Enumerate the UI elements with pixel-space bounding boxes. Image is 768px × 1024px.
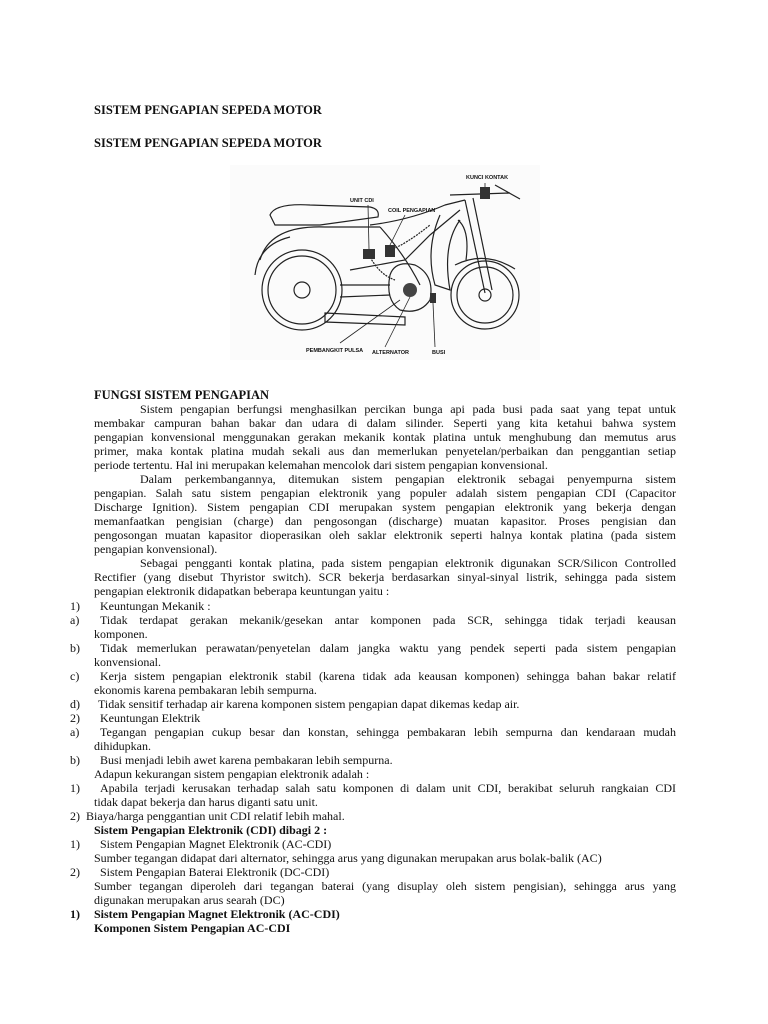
list-number: 1) (70, 599, 80, 613)
label-unit-cdi: UNIT CDI (350, 198, 374, 204)
list-letter: d) (70, 697, 80, 711)
list-letter: b) (70, 641, 80, 655)
list-item: Tidak memerlukan perawatan/penyetelan dalam jangka waktu yang pendek seperti pada sistem pengapian (100, 641, 676, 655)
list-item: Tegangan pengapian cukup besar dan konstan, sehingga pembakaran lebih sempurna dan kendaraan mudah (100, 725, 676, 739)
list-item: Sistem Pengapian Baterai Elektronik (DC-CDI) (100, 865, 330, 879)
paragraph-line: membakar campuran bahan bakar dan udara di dalam silinder. Seperti yang kita ketahui bahwa system (94, 416, 676, 430)
paragraph-line: pengapian elektronik didapatkan beberapa keuntungan yaitu : (94, 584, 390, 598)
list-item: Tidak sensitif terhadap air karena komponen sistem pengapian dapat dikemas kedap air. (98, 697, 520, 711)
list-item: Biaya/harga penggantian unit CDI relatif lebih mahal. (86, 809, 345, 823)
list-item: Sistem Pengapian Magnet Elektronik (AC-CDI) (100, 837, 332, 851)
list-number: 1) (70, 907, 80, 921)
list-item: komponen. (94, 627, 148, 641)
label-kunci-kontak: KUNCI KONTAK (466, 175, 509, 181)
paragraph-line: Sebagai pengganti kontak platina, pada sistem pengapian elektronik digunakan SCR/Silicon Controlled (140, 556, 676, 570)
section-heading-komponen: Komponen Sistem Pengapian AC-CDI (94, 921, 291, 935)
paragraph-line: periode tertentu. Hal ini merupakan kelemahan mencolok dari sistem pengapian konvensional. (94, 458, 548, 472)
list-number: 1) (70, 781, 80, 795)
document-title: SISTEM PENGAPIAN SEPEDA MOTOR (94, 103, 322, 117)
paragraph-line: memanfaatkan pengisian (charge) dan pengosongan (discharge) muatan kapasitor. Proses pengisian dan (94, 514, 676, 528)
section-heading-ac-cdi: Sistem Pengapian Magnet Elektronik (AC-CDI) (94, 907, 340, 921)
document-subtitle: SISTEM PENGAPIAN SEPEDA MOTOR (94, 136, 322, 150)
paragraph-line: pengosongan muatan kapasitor dioperasikan oleh saklar elektronik seperti halnya kontak platina (pada sistem (94, 528, 676, 542)
paragraph-line: Sumber tegangan didapat dari alternator, sehingga arus yang digunakan merupakan arus bolak-balik (AC) (94, 851, 602, 865)
list-item: Tidak terdapat gerakan mekanik/gesekan antar komponen pada SCR, sehingga tidak terjadi keausan (100, 613, 676, 627)
list-letter: b) (70, 753, 80, 767)
list-item: tidak dapat bekerja dan harus diganti satu unit. (94, 795, 318, 809)
paragraph-line: pengapian. Salah satu sistem pengapian elektronik yang populer adalah sistem pengapian CDI (Capacitor (94, 486, 676, 500)
list-letter: a) (70, 725, 80, 739)
list-number: 2) (70, 865, 80, 879)
list-item: Kerja sistem pengapian elektronik stabil (karena tidak ada keausan komponen) sehingga bahan bakar relatif (100, 669, 676, 683)
list-item: Apabila terjadi kerusakan terhadap salah satu komponen di dalam unit CDI, berakibat seluruh rangkaian CDI (100, 781, 676, 795)
paragraph-line: Sumber tegangan diperoleh dari tegangan baterai (yang disuplay oleh sistem pengisian), sehingga arus yang (94, 879, 676, 893)
list-item: dihidupkan. (94, 739, 151, 753)
list-item: konvensional. (94, 655, 161, 669)
list-item: Keuntungan Mekanik : (100, 599, 211, 613)
list-item: ekonomis karena pembakaran lebih sempurna. (94, 683, 317, 697)
list-number: 1) (70, 837, 80, 851)
paragraph-line: pengapian konvensional). (94, 542, 218, 556)
paragraph-line: primer, maka kontak platina mudah sekali aus dan memerlukan penyetelan/perbaikan dan penggantian setiap (94, 444, 676, 458)
section-heading-fungsi: FUNGSI SISTEM PENGAPIAN (94, 388, 270, 402)
paragraph-line: Discharge Ignition). Sistem pengapian CDI merupakan system pengapian elektronik yang bekerja dengan (94, 500, 676, 514)
list-number: 2) (70, 809, 80, 823)
motorcycle-illustration (230, 165, 540, 360)
list-item: Busi menjadi lebih awet karena pembakaran lebih sempurna. (100, 753, 393, 767)
label-pembangkit-pulsa: PEMBANGKIT PULSA (306, 348, 364, 354)
paragraph-line: Rectifier (yang disebut Thyristor switch). SCR bekerja berdasarkan sinyal-sinyal listrik, sehingga pada sistem (94, 570, 676, 584)
label-coil-pengapian: COIL PENGAPIAN (388, 208, 436, 214)
section-heading-cdi: Sistem Pengapian Elektronik (CDI) dibagi 2 : (94, 823, 328, 837)
list-letter: c) (70, 669, 80, 683)
list-number: 2) (70, 711, 80, 725)
label-alternator: ALTERNATOR (372, 350, 409, 356)
label-busi: BUSI (432, 350, 446, 356)
paragraph-line: Sistem pengapian berfungsi menghasilkan percikan bunga api pada busi pada saat yang tepat untuk (140, 402, 676, 416)
paragraph-line: Dalam perkembangannya, ditemukan sistem pengapian elektronik sebagai penyempurna sistem (140, 472, 676, 486)
motorcycle-ignition-diagram (230, 165, 540, 360)
list-item: Keuntungan Elektrik (100, 711, 201, 725)
paragraph-line: pengapian konvensional menggunakan gerakan mekanik kontak platina untuk menghubung dan memutus arus (94, 430, 676, 444)
list-letter: a) (70, 613, 80, 627)
paragraph-line: Adapun kekurangan sistem pengapian elektronik adalah : (94, 767, 370, 781)
paragraph-line: digunakan merupakan arus searah (DC) (94, 893, 285, 907)
